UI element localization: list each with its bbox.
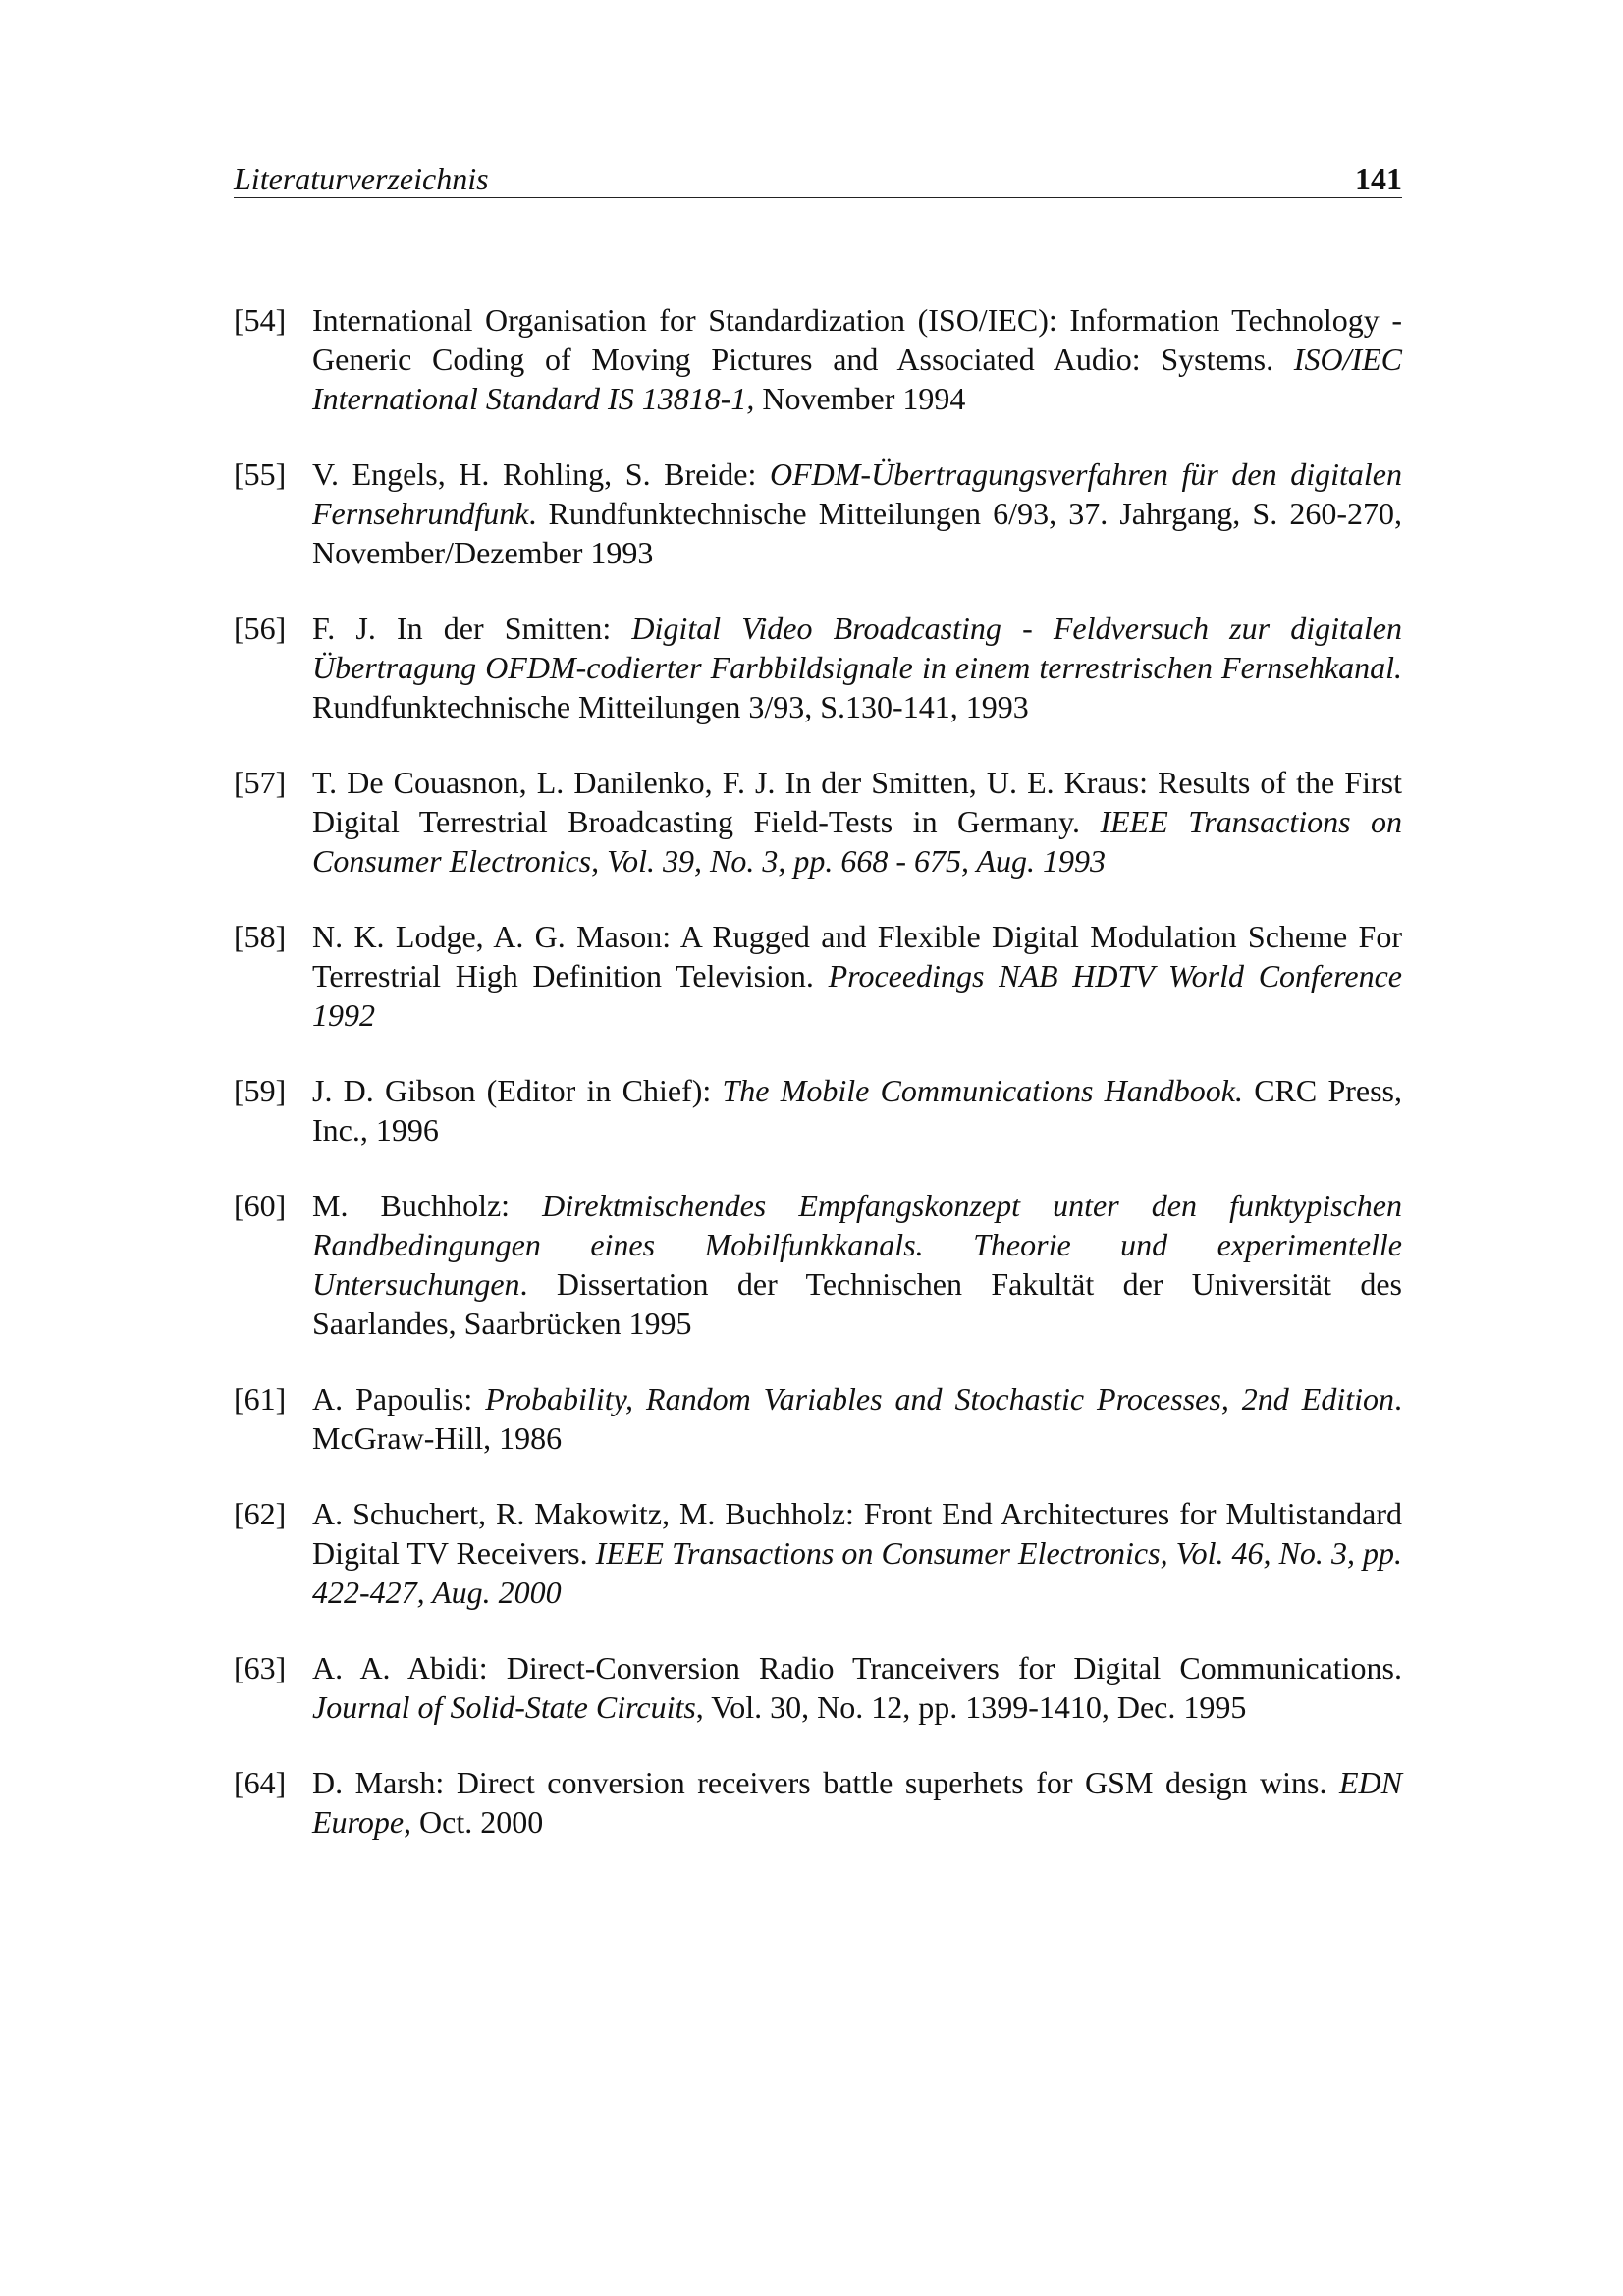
reference-text: [312, 454, 1402, 572]
reference-text: [312, 1648, 1402, 1727]
reference-label: [57]: [234, 765, 287, 800]
reference-label: [62]: [234, 1496, 287, 1531]
reference-text-part: International Organisation for Standardization (ISO/IEC): Information Technology - Generic Coding of Moving Pictures and Associated Audio: Systems.: [312, 302, 1402, 377]
reference-text-part: F. J. In der Smitten:: [312, 611, 632, 646]
reference-list: [234, 300, 1402, 1842]
reference-entry: [234, 1648, 1402, 1727]
reference-label: [64]: [234, 1765, 287, 1800]
reference-italic-part: Digital Video Broadcasting - Feldversuch zur digitalen Übertragung OFDM-codierter Farbbildsignale in einem terrestrischen Fernsehkanal.: [312, 611, 1403, 685]
reference-label: [63]: [234, 1650, 287, 1685]
reference-entry: [234, 763, 1402, 881]
reference-text: [312, 1186, 1402, 1343]
reference-italic-part: Journal of Solid-State Circuits: [312, 1689, 696, 1725]
reference-italic-part: EDN Europe: [312, 1765, 1402, 1840]
reference-text-part: M. Buchholz:: [312, 1188, 543, 1223]
reference-entry: [234, 1379, 1402, 1458]
reference-label: [58]: [234, 919, 287, 954]
reference-text-part: , Vol. 30, No. 12, pp. 1399-1410, Dec. 1995: [695, 1689, 1247, 1725]
reference-text-part: A. Papoulis:: [312, 1381, 486, 1416]
reference-text-part: A. Schuchert, R. Makowitz, M. Buchholz: Front End Architectures for Multistandard Digital TV Receivers.: [312, 1496, 1402, 1571]
reference-text: [312, 763, 1402, 881]
reference-entry: [234, 1763, 1402, 1842]
running-title: Literaturverzeichnis: [234, 161, 489, 196]
reference-text: [312, 1379, 1402, 1458]
reference-text-part: . McGraw-Hill, 1986: [312, 1381, 1403, 1456]
reference-text-part: V. Engels, H. Rohling, S. Breide:: [312, 456, 770, 492]
reference-italic-part: Probability, Random Variables and Stochastic Processes, 2nd Edition: [485, 1381, 1395, 1416]
reference-italic-part: OFDM-Übertragungsverfahren für den digitalen Fernsehrundfunk: [312, 456, 1402, 531]
reference-text-part: CRC Press, Inc., 1996: [312, 1073, 1403, 1148]
reference-entry: [234, 454, 1402, 572]
reference-text: [312, 609, 1402, 726]
reference-entry: [234, 300, 1402, 418]
reference-italic-part: Proceedings NAB HDTV World Conference 1992: [312, 958, 1402, 1033]
reference-text: [312, 917, 1402, 1035]
document-page: [234, 147, 1402, 1878]
reference-text: [312, 1494, 1402, 1612]
reference-text-part: . Rundfunktechnische Mitteilungen 6/93, 37. Jahrgang, S. 260-270, November/Dezember 1993: [312, 496, 1402, 570]
reference-text-part: A. A. Abidi: Direct-Conversion Radio Tranceivers for Digital Communications.: [312, 1650, 1402, 1685]
reference-italic-part: Direktmischendes Empfangskonzept unter den funktypischen Randbedingungen eines Mobilfunkkanals. Theorie und experimentelle Untersuchungen: [312, 1188, 1403, 1302]
reference-text-part: J. D. Gibson (Editor in Chief):: [312, 1073, 723, 1108]
page-number: 141: [1355, 161, 1402, 196]
reference-italic-part: ISO/IEC International Standard IS 13818-1,: [312, 342, 1402, 416]
reference-text-part: Rundfunktechnische Mitteilungen 3/93, S.130-141, 1993: [312, 689, 1029, 724]
reference-entry: [234, 1071, 1402, 1149]
reference-label: [61]: [234, 1381, 287, 1416]
reference-entry: [234, 917, 1402, 1035]
reference-text: [312, 1763, 1402, 1842]
running-header: [234, 147, 1402, 198]
reference-label: [59]: [234, 1073, 287, 1108]
reference-italic-part: IEEE Transactions on Consumer Electronics, Vol. 46, No. 3, pp. 422-427, Aug. 2000: [312, 1535, 1403, 1610]
reference-text-part: , Oct. 2000: [404, 1804, 544, 1840]
reference-label: [54]: [234, 302, 287, 338]
reference-text: [312, 1071, 1402, 1149]
reference-italic-part: IEEE Transactions on Consumer Electronics, Vol. 39, No. 3, pp. 668 - 675, Aug. 1993: [312, 804, 1403, 879]
reference-italic-part: The Mobile Communications Handbook.: [722, 1073, 1243, 1108]
reference-entry: [234, 1186, 1402, 1343]
reference-label: [60]: [234, 1188, 287, 1223]
reference-label: [56]: [234, 611, 287, 646]
reference-text-part: T. De Couasnon, L. Danilenko, F. J. In der Smitten, U. E. Kraus: Results of the First Digital Terrestrial Broadcasting Field-Tests in Germany.: [312, 765, 1402, 839]
reference-label: [55]: [234, 456, 287, 492]
reference-entry: [234, 609, 1402, 726]
reference-text-part: N. K. Lodge, A. G. Mason: A Rugged and Flexible Digital Modulation Scheme For Terrestrial High Definition Television.: [312, 919, 1402, 993]
reference-entry: [234, 1494, 1402, 1612]
reference-text-part: . Dissertation der Technischen Fakultät der Universität des Saarlandes, Saarbrücken 1995: [312, 1266, 1402, 1341]
reference-text-part: D. Marsh: Direct conversion receivers battle superhets for GSM design wins.: [312, 1765, 1339, 1800]
reference-text-part: November 1994: [754, 381, 966, 416]
reference-text: [312, 300, 1402, 418]
